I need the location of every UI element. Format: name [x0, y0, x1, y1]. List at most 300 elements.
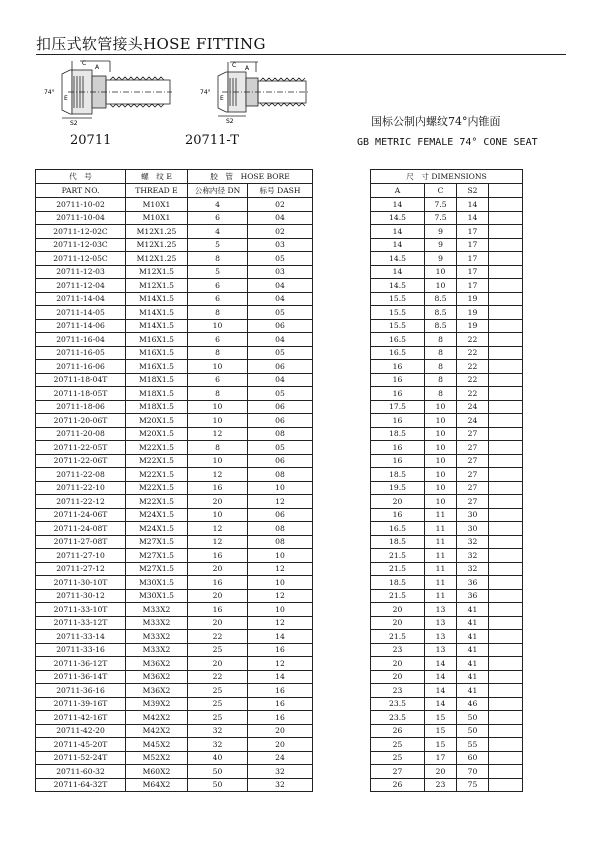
cell-c: 23 [425, 778, 457, 792]
cell-thread: M20X1.5 [126, 414, 188, 428]
cell-a: 20 [371, 603, 425, 617]
cell-part-no: 20711-12-04 [36, 279, 126, 293]
cell-dash: 10 [248, 576, 313, 590]
cell-dn: 8 [188, 252, 248, 266]
cell-thread: M42X2 [126, 711, 188, 725]
table-row [36, 198, 523, 212]
table-row [36, 265, 523, 279]
table-row [36, 738, 523, 752]
empty-cell [489, 589, 523, 603]
cell-dn: 6 [188, 333, 248, 347]
cell-part-no: 20711-45-20T [36, 738, 126, 752]
cell-s2: 22 [457, 346, 489, 360]
table-row [36, 454, 523, 468]
cell-c: 11 [425, 589, 457, 603]
table-row [36, 252, 523, 266]
cell-c: 8 [425, 333, 457, 347]
table-row [36, 387, 523, 401]
cell-a: 27 [371, 765, 425, 779]
table-row [36, 211, 523, 225]
cell-part-no: 20711-27-12 [36, 562, 126, 576]
cell-dn: 6 [188, 373, 248, 387]
cell-s2: 46 [457, 697, 489, 711]
cell-part-no: 20711-52-24T [36, 751, 126, 765]
empty-cell [489, 427, 523, 441]
cell-dash: 32 [248, 765, 313, 779]
table-row [36, 400, 523, 414]
empty-cell [313, 238, 371, 252]
empty-cell [489, 697, 523, 711]
empty-cell [313, 643, 371, 657]
table-row [36, 657, 523, 671]
cell-dn: 50 [188, 778, 248, 792]
cell-thread: M30X1.5 [126, 589, 188, 603]
empty-cell [489, 306, 523, 320]
cell-s2: 14 [457, 198, 489, 212]
table-row [36, 643, 523, 657]
header-a: A [371, 184, 425, 198]
cell-thread: M16X1.5 [126, 360, 188, 374]
cell-dash: 06 [248, 414, 313, 428]
table-row [36, 670, 523, 684]
empty-cell [313, 535, 371, 549]
header-part-no-cn: 代 号 [36, 170, 126, 184]
empty-cell [313, 306, 371, 320]
empty-cell [489, 630, 523, 644]
empty-cell [313, 778, 371, 792]
cell-part-no: 20711-36-16 [36, 684, 126, 698]
cell-a: 23.5 [371, 697, 425, 711]
cell-thread: M22X1.5 [126, 441, 188, 455]
cell-part-no: 20711-18-06 [36, 400, 126, 414]
cell-a: 20 [371, 616, 425, 630]
cell-dash: 08 [248, 427, 313, 441]
empty-cell [489, 319, 523, 333]
empty-cell [313, 454, 371, 468]
empty-cell [489, 373, 523, 387]
fitting-drawing-20711 [40, 56, 175, 126]
cell-part-no: 20711-18-05T [36, 387, 126, 401]
cell-part-no: 20711-14-04 [36, 292, 126, 306]
left-s2-label: S2 [70, 120, 78, 126]
cell-a: 21.5 [371, 630, 425, 644]
empty-cell [313, 427, 371, 441]
cell-dn: 10 [188, 360, 248, 374]
cell-s2: 55 [457, 738, 489, 752]
left-c-label: C [82, 60, 87, 67]
cell-c: 14 [425, 684, 457, 698]
empty-cell [489, 738, 523, 752]
cell-a: 16.5 [371, 333, 425, 347]
cell-s2: 75 [457, 778, 489, 792]
cell-dn: 10 [188, 454, 248, 468]
cell-dash: 05 [248, 441, 313, 455]
cell-c: 10 [425, 481, 457, 495]
cell-a: 14 [371, 225, 425, 239]
empty-cell [489, 508, 523, 522]
cell-thread: M14X1.5 [126, 319, 188, 333]
subtitle-chinese: 国标公制内螺纹74°内锥面 [371, 115, 501, 128]
cell-a: 16 [371, 508, 425, 522]
cell-dash: 32 [248, 778, 313, 792]
cell-c: 8 [425, 346, 457, 360]
cell-s2: 22 [457, 373, 489, 387]
cell-dn: 20 [188, 495, 248, 509]
left-angle-label: 74° [44, 89, 55, 96]
cell-dash: 06 [248, 508, 313, 522]
cell-dn: 25 [188, 643, 248, 657]
cell-dn: 8 [188, 387, 248, 401]
empty-cell [313, 495, 371, 509]
cell-dash: 08 [248, 535, 313, 549]
cell-a: 18.5 [371, 427, 425, 441]
table-row [36, 373, 523, 387]
empty-cell [489, 549, 523, 563]
cell-thread: M18X1.5 [126, 387, 188, 401]
table-row [36, 630, 523, 644]
cell-dash: 16 [248, 697, 313, 711]
cell-dn: 16 [188, 549, 248, 563]
cell-part-no: 20711-33-10T [36, 603, 126, 617]
cell-dn: 16 [188, 481, 248, 495]
empty-cell [313, 468, 371, 482]
table-row [36, 481, 523, 495]
empty-cell [489, 400, 523, 414]
cell-c: 10 [425, 414, 457, 428]
empty-cell [489, 414, 523, 428]
cell-s2: 22 [457, 333, 489, 347]
cell-dn: 20 [188, 616, 248, 630]
empty-cell [313, 265, 371, 279]
cell-s2: 27 [457, 481, 489, 495]
table-row [36, 576, 523, 590]
cell-s2: 60 [457, 751, 489, 765]
empty-cell [313, 724, 371, 738]
cell-s2: 30 [457, 522, 489, 536]
cell-c: 8.5 [425, 292, 457, 306]
header-blank [489, 184, 523, 198]
table-row [36, 765, 523, 779]
cell-dash: 20 [248, 724, 313, 738]
cell-dn: 6 [188, 292, 248, 306]
empty-cell [489, 670, 523, 684]
table-row [36, 346, 523, 360]
cell-c: 10 [425, 279, 457, 293]
table-row [36, 495, 523, 509]
cell-part-no: 20711-16-04 [36, 333, 126, 347]
cell-s2: 17 [457, 265, 489, 279]
cell-thread: M36X2 [126, 657, 188, 671]
table-header-row-2 [36, 184, 523, 198]
cell-c: 9 [425, 225, 457, 239]
cell-dash: 12 [248, 657, 313, 671]
empty-cell [313, 400, 371, 414]
cell-thread: M36X2 [126, 670, 188, 684]
cell-dn: 5 [188, 238, 248, 252]
cell-a: 16.5 [371, 522, 425, 536]
table-row [36, 360, 523, 374]
cell-dash: 02 [248, 225, 313, 239]
cell-c: 11 [425, 562, 457, 576]
empty-cell [313, 441, 371, 455]
empty-cell [489, 643, 523, 657]
cell-thread: M14X1.5 [126, 306, 188, 320]
cell-dn: 4 [188, 225, 248, 239]
cell-part-no: 20711-22-08 [36, 468, 126, 482]
empty-cell [489, 576, 523, 590]
empty-cell [489, 724, 523, 738]
cell-dn: 25 [188, 697, 248, 711]
cell-thread: M36X2 [126, 684, 188, 698]
empty-cell [313, 360, 371, 374]
cell-c: 20 [425, 765, 457, 779]
cell-a: 26 [371, 724, 425, 738]
cell-dn: 22 [188, 670, 248, 684]
cell-thread: M45X2 [126, 738, 188, 752]
cell-dn: 16 [188, 603, 248, 617]
cell-part-no: 20711-12-05C [36, 252, 126, 266]
cell-c: 11 [425, 535, 457, 549]
cell-s2: 17 [457, 279, 489, 293]
cell-dash: 06 [248, 400, 313, 414]
cell-thread: M14X1.5 [126, 292, 188, 306]
cell-dash: 12 [248, 616, 313, 630]
empty-cell [313, 292, 371, 306]
cell-c: 15 [425, 724, 457, 738]
empty-cell [313, 603, 371, 617]
cell-a: 16 [371, 454, 425, 468]
cell-a: 14 [371, 265, 425, 279]
cell-dash: 08 [248, 522, 313, 536]
cell-s2: 41 [457, 643, 489, 657]
code-label-20711-t: 20711-T [185, 133, 239, 148]
table-row [36, 279, 523, 293]
right-angle-label: 74° [200, 89, 211, 96]
cell-thread: M24X1.5 [126, 508, 188, 522]
table-row [36, 549, 523, 563]
cell-c: 10 [425, 495, 457, 509]
cell-a: 21.5 [371, 589, 425, 603]
cell-s2: 17 [457, 238, 489, 252]
table-row [36, 468, 523, 482]
cell-a: 16 [371, 414, 425, 428]
cell-dash: 24 [248, 751, 313, 765]
cell-thread: M12X1.5 [126, 265, 188, 279]
table-header-row-1 [36, 170, 523, 184]
cell-thread: M27X1.5 [126, 549, 188, 563]
cell-dash: 10 [248, 481, 313, 495]
empty-cell [489, 454, 523, 468]
hose-fitting-spec-table [35, 169, 523, 792]
table-row [36, 522, 523, 536]
cell-dash: 04 [248, 279, 313, 293]
empty-cell [489, 279, 523, 293]
cell-a: 23 [371, 684, 425, 698]
cell-s2: 14 [457, 211, 489, 225]
cell-part-no: 20711-10-02 [36, 198, 126, 212]
cell-c: 11 [425, 549, 457, 563]
table-row [36, 427, 523, 441]
cell-dn: 8 [188, 306, 248, 320]
cell-s2: 27 [457, 468, 489, 482]
document-title: 扣压式软管接头HOSE FITTING [36, 35, 266, 53]
empty-cell [313, 576, 371, 590]
cell-dash: 03 [248, 238, 313, 252]
table-row [36, 508, 523, 522]
cell-s2: 32 [457, 562, 489, 576]
cell-c: 17 [425, 751, 457, 765]
cell-s2: 32 [457, 549, 489, 563]
table-row [36, 589, 523, 603]
cell-a: 16.5 [371, 346, 425, 360]
cell-s2: 30 [457, 508, 489, 522]
cell-a: 16 [371, 441, 425, 455]
cell-c: 9 [425, 238, 457, 252]
header-spacer [313, 170, 371, 184]
cell-part-no: 20711-12-03 [36, 265, 126, 279]
empty-cell [313, 414, 371, 428]
cell-dash: 14 [248, 670, 313, 684]
cell-dash: 20 [248, 738, 313, 752]
cell-c: 8 [425, 373, 457, 387]
cell-dn: 5 [188, 265, 248, 279]
header-thread-en: THREAD E [126, 184, 188, 198]
empty-cell [489, 751, 523, 765]
cell-dash: 04 [248, 373, 313, 387]
cell-part-no: 20711-39-16T [36, 697, 126, 711]
cell-part-no: 20711-27-10 [36, 549, 126, 563]
table-row [36, 603, 523, 617]
cell-s2: 19 [457, 306, 489, 320]
cell-part-no: 20711-27-08T [36, 535, 126, 549]
table-row [36, 225, 523, 239]
cell-dn: 25 [188, 684, 248, 698]
cell-thread: M22X1.5 [126, 481, 188, 495]
cell-s2: 27 [457, 441, 489, 455]
cell-dash: 04 [248, 292, 313, 306]
cell-dn: 6 [188, 279, 248, 293]
header-thread-cn: 螺 纹 E [126, 170, 188, 184]
cell-dash: 04 [248, 211, 313, 225]
empty-cell [313, 684, 371, 698]
cell-part-no: 20711-22-12 [36, 495, 126, 509]
cell-a: 15.5 [371, 292, 425, 306]
cell-thread: M22X1.5 [126, 495, 188, 509]
cell-a: 26 [371, 778, 425, 792]
table-row [36, 414, 523, 428]
cell-dash: 04 [248, 333, 313, 347]
cell-part-no: 20711-12-03C [36, 238, 126, 252]
empty-cell [489, 657, 523, 671]
cell-a: 17.5 [371, 400, 425, 414]
cell-thread: M39X2 [126, 697, 188, 711]
cell-dash: 03 [248, 265, 313, 279]
empty-cell [313, 481, 371, 495]
cell-thread: M22X1.5 [126, 454, 188, 468]
cell-c: 7.5 [425, 211, 457, 225]
empty-cell [313, 252, 371, 266]
cell-s2: 50 [457, 724, 489, 738]
cell-dn: 32 [188, 738, 248, 752]
empty-cell [313, 225, 371, 239]
cell-part-no: 20711-14-06 [36, 319, 126, 333]
cell-thread: M22X1.5 [126, 468, 188, 482]
cell-dn: 6 [188, 211, 248, 225]
right-a-label: A [245, 65, 250, 72]
empty-cell [313, 387, 371, 401]
cell-dn: 12 [188, 522, 248, 536]
cell-a: 14 [371, 198, 425, 212]
cell-dash: 05 [248, 306, 313, 320]
table-row [36, 616, 523, 630]
table-row [36, 697, 523, 711]
empty-cell [489, 481, 523, 495]
cell-dash: 08 [248, 468, 313, 482]
table-row [36, 535, 523, 549]
cell-dn: 50 [188, 765, 248, 779]
cell-s2: 41 [457, 657, 489, 671]
cell-s2: 19 [457, 319, 489, 333]
empty-cell [313, 657, 371, 671]
cell-s2: 41 [457, 603, 489, 617]
cell-dn: 25 [188, 711, 248, 725]
cell-a: 25 [371, 751, 425, 765]
cell-c: 7.5 [425, 198, 457, 212]
table-row [36, 333, 523, 347]
cell-thread: M12X1.25 [126, 238, 188, 252]
empty-cell [313, 346, 371, 360]
cell-dash: 05 [248, 346, 313, 360]
cell-dash: 14 [248, 630, 313, 644]
cell-c: 13 [425, 630, 457, 644]
empty-cell [489, 211, 523, 225]
empty-cell [489, 265, 523, 279]
cell-part-no: 20711-30-10T [36, 576, 126, 590]
cell-part-no: 20711-64-32T [36, 778, 126, 792]
cell-dn: 32 [188, 724, 248, 738]
empty-cell [489, 441, 523, 455]
left-a-label: A [95, 64, 100, 71]
empty-cell [313, 279, 371, 293]
cell-part-no: 20711-36-14T [36, 670, 126, 684]
cell-dash: 12 [248, 589, 313, 603]
cell-a: 19.5 [371, 481, 425, 495]
empty-cell [313, 751, 371, 765]
cell-s2: 32 [457, 535, 489, 549]
cell-dn: 12 [188, 535, 248, 549]
cell-a: 14.5 [371, 211, 425, 225]
empty-cell [489, 346, 523, 360]
cell-a: 15.5 [371, 306, 425, 320]
cell-thread: M33X2 [126, 603, 188, 617]
cell-c: 13 [425, 616, 457, 630]
empty-cell [489, 684, 523, 698]
cell-a: 18.5 [371, 468, 425, 482]
cell-thread: M52X2 [126, 751, 188, 765]
cell-thread: M42X2 [126, 724, 188, 738]
right-s2-label: S2 [226, 118, 234, 125]
cell-s2: 17 [457, 252, 489, 266]
cell-part-no: 20711-24-08T [36, 522, 126, 536]
cell-part-no: 20711-22-06T [36, 454, 126, 468]
cell-thread: M18X1.5 [126, 373, 188, 387]
cell-thread: M27X1.5 [126, 562, 188, 576]
cell-thread: M33X2 [126, 643, 188, 657]
cell-c: 13 [425, 603, 457, 617]
cell-part-no: 20711-12-02C [36, 225, 126, 239]
cell-dash: 10 [248, 603, 313, 617]
cell-thread: M18X1.5 [126, 400, 188, 414]
